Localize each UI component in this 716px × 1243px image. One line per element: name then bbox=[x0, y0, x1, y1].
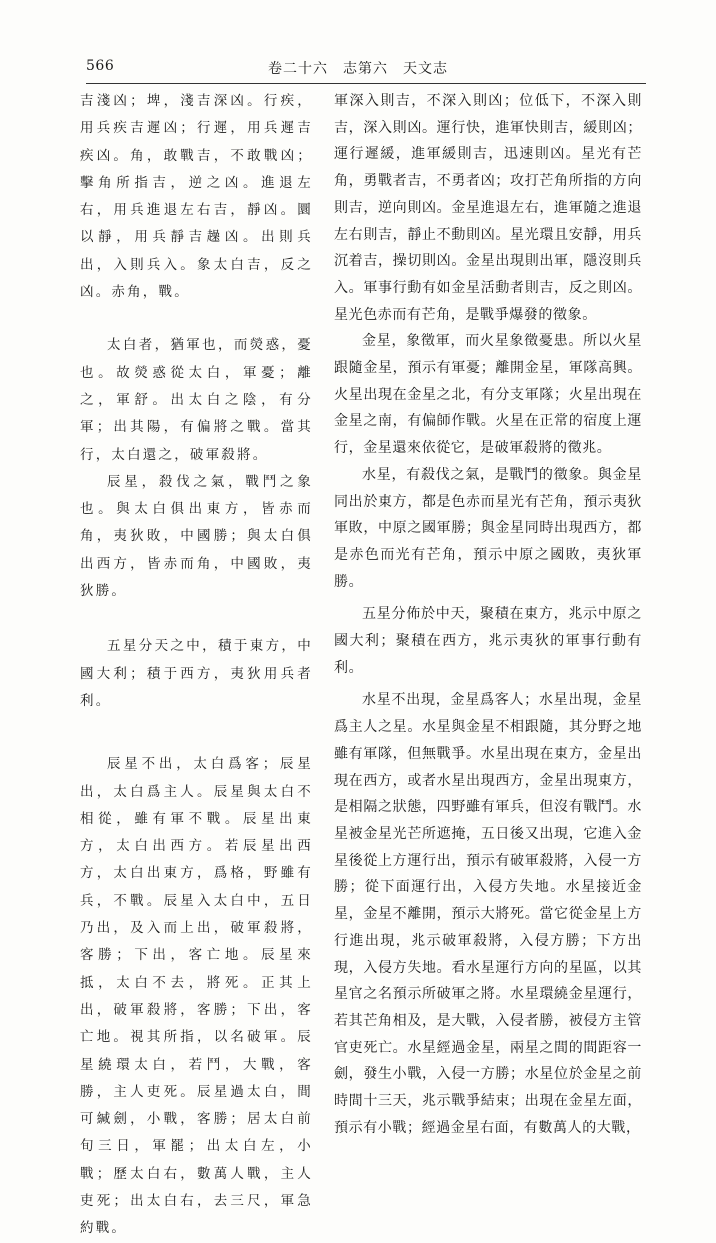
translation-paragraph: 金星，象徵軍，而火星象徵憂患。所以火星跟隨金星，預示有軍憂；離開金星，軍隊高興。火星出現在金星之北，有分支軍隊；火星出現在金星之南，有偏師作戰。火星在正常的宿度上運行，金星還來依從它，是破軍殺將的徵兆。 bbox=[334, 333, 642, 457]
classical-paragraph: 辰星不出，太白爲客；辰星出，太白爲主人。辰星與太白不相從，雖有軍不戰。辰星出東方，太白出西方。若辰星出西方，太白出東方，爲格，野雖有兵，不戰。辰星入太白中，五日乃出，及入而上出，破軍殺將，客勝；下出，客亡地。辰星來抵，太白不去，將死。正其上出，破軍殺將，客勝；下出，客亡地。視其所指，以名破軍。辰星繞環太白，若鬥，大戰，客勝，主人吏死。辰星過太白，間可緘劍，小戰，客勝；居太白前旬三日，軍罷；出太白左，小戰；歷太白右，數萬人戰，主人吏死；出太白右，去三尺，軍急約戰。 bbox=[80, 756, 313, 1237]
translation-paragraph: 軍深入則吉，不深入則凶；位低下，不深入則吉，深入則凶。運行快，進軍快則吉，緩則凶；運行遲緩，進軍緩則吉，迅速則凶。星光有芒角，勇戰者吉，不勇者凶；攻打芒角所指的方向則吉，逆向則凶。金星進退左右，進軍隨之進退左右則吉，靜止不動則凶。星光環且安靜，用兵沉着吉，操切則凶。金星出現則出軍，隱沒則兵入。軍事行動有如金星活動者則吉，反之則凶。星光色赤而有芒角，是戰爭爆發的徵象。 bbox=[334, 93, 642, 323]
classical-paragraph: 五星分天之中，積于東方，中國大利；積于西方，夷狄用兵者利。 bbox=[80, 638, 313, 709]
page-header bbox=[86, 58, 646, 82]
classical-paragraph: 辰星，殺伐之氣，戰鬥之象也。與太白俱出東方，皆赤而角，夷狄敗，中國勝；與太白俱出西方，皆赤而角，中國敗，夷狄勝。 bbox=[80, 473, 313, 600]
header-rule bbox=[86, 83, 646, 84]
classical-paragraph: 太白者，猶軍也，而熒惑，憂也。故熒惑從太白，軍憂；離之，軍舒。出太白之陰，有分軍；出其陽，有偏將之戰。當其行，太白還之，破軍殺將。 bbox=[80, 337, 313, 463]
classical-text-column bbox=[80, 88, 313, 1243]
translation-paragraph: 水星，有殺伐之氣，是戰鬥的徵象。與金星同出於東方，都是色赤而星光有芒角，預示夷狄軍敗，中原之國軍勝；與金星同時出現西方，都是赤色而光有芒角，預示中原之國敗，夷狄軍勝。 bbox=[334, 466, 642, 590]
page-number: 566 bbox=[86, 58, 115, 74]
translation-column bbox=[334, 88, 642, 1141]
running-head: 卷二十六 志第六 天文志 bbox=[268, 61, 448, 77]
translation-paragraph: 水星不出現，金星爲客人；水星出現，金星爲主人之星。水星與金星不相跟隨，其分野之地雖有軍隊，但無戰爭。水星出現在東方，金星出現在西方，或者水星出現西方，金星出現東方，是相隔之狀態，四野雖有軍兵，但沒有戰鬥。水星被金星光芒所遮掩，五日後又出現，它進入金星後從上方運行出，預示有破軍殺將，入侵一方勝；從下面運行出，入侵方失地。水星接近金星，金星不離開，預示大將死。當它從金星上方行進出現，兆示破軍殺將，入侵方勝；下方出現，入侵方失地。看水星運行方向的星區，以其星官之名預示所破軍之將。水星環繞金星運行，若其芒角相及，是大戰，入侵者勝，被侵方主管官吏死亡。水星經過金星，兩星之間的間距容一劍，發生小戰，入侵一方勝；水星位於金星之前時間十三天，兆示戰爭結束；出現在金星左面，預示有小戰；經過金星右面，有數萬人的大戰， bbox=[334, 692, 642, 1136]
translation-paragraph: 五星分佈於中天，聚積在東方，兆示中原之國大利；聚積在西方，兆示夷狄的軍事行動有利。 bbox=[334, 606, 642, 676]
classical-paragraph: 吉淺凶；埤，淺吉深凶。行疾，用兵疾吉遲凶；行遲，用兵遲吉疾凶。角，敢戰吉，不敢戰凶；擊角所指吉，逆之凶。進退左右，用兵進退左右吉，靜凶。圜以靜，用兵靜吉趮凶。出則兵出，入則兵入。象太白吉，反之凶。赤角，戰。 bbox=[80, 93, 313, 301]
